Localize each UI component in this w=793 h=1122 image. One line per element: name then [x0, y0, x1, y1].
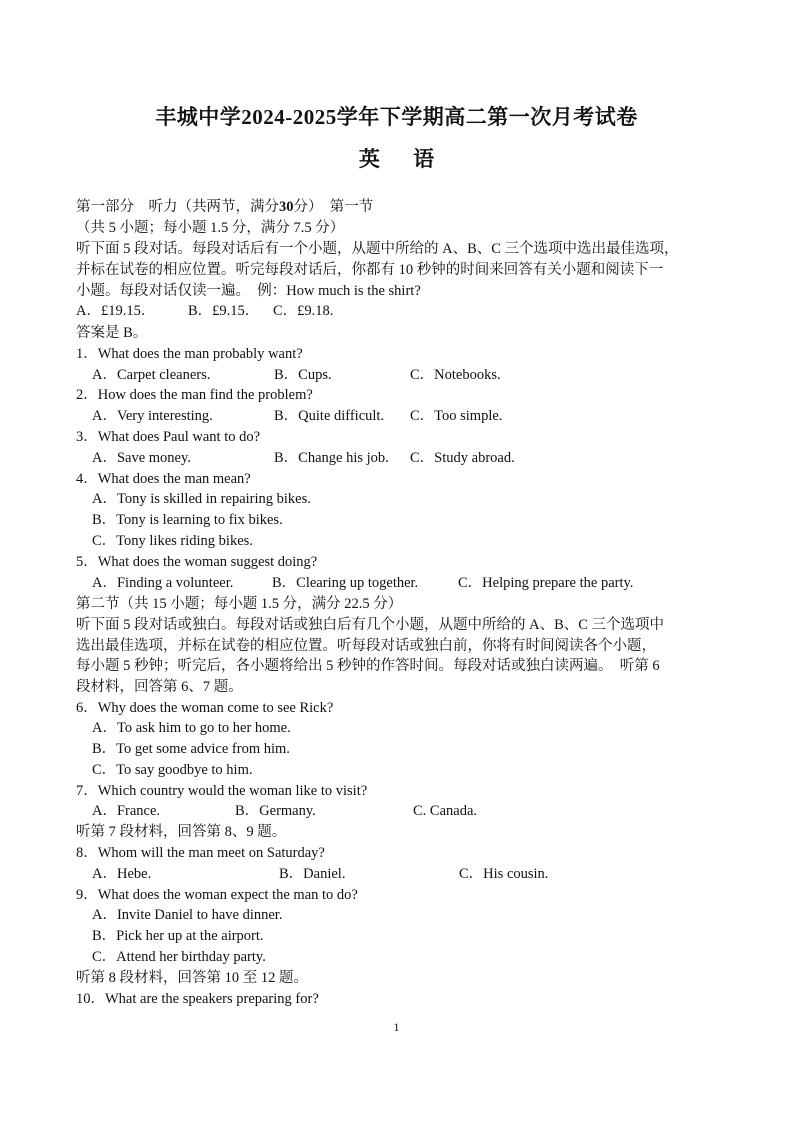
question-8: 8．Whom will the man meet on Saturday? [76, 845, 325, 861]
option-a: A．Save money. [92, 450, 191, 466]
option-c: C．Tony likes riding bikes. [92, 533, 253, 549]
question-2-options [92, 406, 502, 426]
question-8-options [92, 864, 548, 884]
option-a: A．Tony is skilled in repairing bikes. [92, 491, 311, 507]
option-a: A．To ask him to go to her home. [92, 720, 291, 736]
section1-instruction-line: 小题。每段对话仅读一遍。 例：How much is the shirt? [76, 283, 421, 299]
question-3-options [92, 448, 515, 468]
option-c: C．Attend her birthday party. [92, 949, 266, 965]
section2-instruction-line: 每小题 5 秒钟；听完后，各小题将给出 5 秒钟的作答时间。每段对话或独白读两遍。 听第 6 [76, 658, 660, 674]
section1-instruction-line: 听下面 5 段对话。每段对话后有一个小题，从题中所给的 A、B、C 三个选项中选出最佳选项， [76, 241, 679, 257]
option-b: B．Change his job. [274, 450, 389, 466]
question-10: 10．What are the speakers preparing for? [76, 991, 319, 1007]
option-c: C．Study abroad. [410, 450, 515, 466]
section1-scoring: （共 5 小题；每小题 1.5 分，满分 7.5 分） [76, 220, 345, 236]
question-2: 2．How does the man find the problem? [76, 387, 313, 403]
section1-instruction-line: 并标在试卷的相应位置。听完每段对话后，你都有 10 秒钟的时间来回答有关小题和阅读下一 [76, 262, 664, 278]
question-7: 7．Which country would the woman like to visit? [76, 783, 368, 799]
section2-instruction-line: 选出最佳选项，并标在试卷的相应位置。听每段对话或独白前，你将有时间阅读各个小题， [76, 638, 656, 654]
section2-header: 第二节（共 15 小题；每小题 1.5 分，满分 22.5 分） [76, 596, 403, 612]
example-option-b: B．£9.15． [188, 303, 260, 319]
part1-header: 第一部分 听力（共两节，满分30分） 第一节 [76, 199, 374, 215]
option-c: C．Helping prepare the party. [458, 575, 634, 591]
option-c: C．Notebooks. [410, 367, 501, 383]
material-8-note: 听第 8 段材料，回答第 10 至 12 题。 [76, 970, 308, 986]
example-option-c: C．£9.18. [273, 303, 334, 319]
page-number: 1 [393, 1020, 400, 1034]
option-a: A．Invite Daniel to have dinner. [92, 907, 283, 923]
option-c: C．His cousin. [459, 866, 549, 882]
subject-title: 英 语 [358, 147, 449, 171]
option-b: B．To get some advice from him. [92, 741, 290, 757]
material-7-note: 听第 7 段材料，回答第 8、9 题。 [76, 824, 287, 840]
option-a: A．Carpet cleaners. [92, 367, 211, 383]
option-b: B．Tony is learning to fix bikes. [92, 512, 283, 528]
option-b: B．Pick her up at the airport. [92, 928, 264, 944]
option-b: B．Germany. [235, 803, 316, 819]
question-6: 6．Why does the woman come to see Rick? [76, 700, 334, 716]
question-1: 1．What does the man probably want? [76, 346, 303, 362]
example-option-a: A．£19.15． [76, 303, 156, 319]
option-a: A．Finding a volunteer. [92, 575, 234, 591]
question-5: 5．What does the woman suggest doing? [76, 554, 318, 570]
question-1-options [92, 365, 501, 385]
option-b: B．Cups. [274, 367, 332, 383]
question-5-options [92, 573, 633, 593]
question-4: 4．What does the man mean? [76, 471, 251, 487]
question-7-options [92, 801, 477, 821]
section2-instruction-line: 段材料，回答第 6、7 题。 [76, 679, 243, 695]
option-a: A．Hebe. [92, 866, 152, 882]
question-9: 9．What does the woman expect the man to do? [76, 887, 358, 903]
option-b: B．Clearing up together. [272, 575, 419, 591]
section2-instruction-line: 听下面 5 段对话或独白。每段对话或独白后有几个小题，从题中所给的 A、B、C 三个选项中 [76, 617, 665, 633]
option-a: A．Very interesting. [92, 408, 213, 424]
exam-title: 丰城中学2024-2025学年下学期高二第一次月考试卷 [155, 105, 638, 129]
question-3: 3．What does Paul want to do? [76, 429, 261, 445]
option-c: C．Too simple. [410, 408, 503, 424]
option-c: C. Canada. [413, 803, 478, 819]
part1-score: 30 [279, 199, 294, 215]
option-b: B．Daniel. [279, 866, 346, 882]
option-a: A．France. [92, 803, 161, 819]
example-answer: 答案是 B。 [76, 325, 148, 341]
option-c: C．To say goodbye to him. [92, 762, 253, 778]
option-b: B．Quite difficult. [274, 408, 385, 424]
example-options [76, 301, 333, 321]
